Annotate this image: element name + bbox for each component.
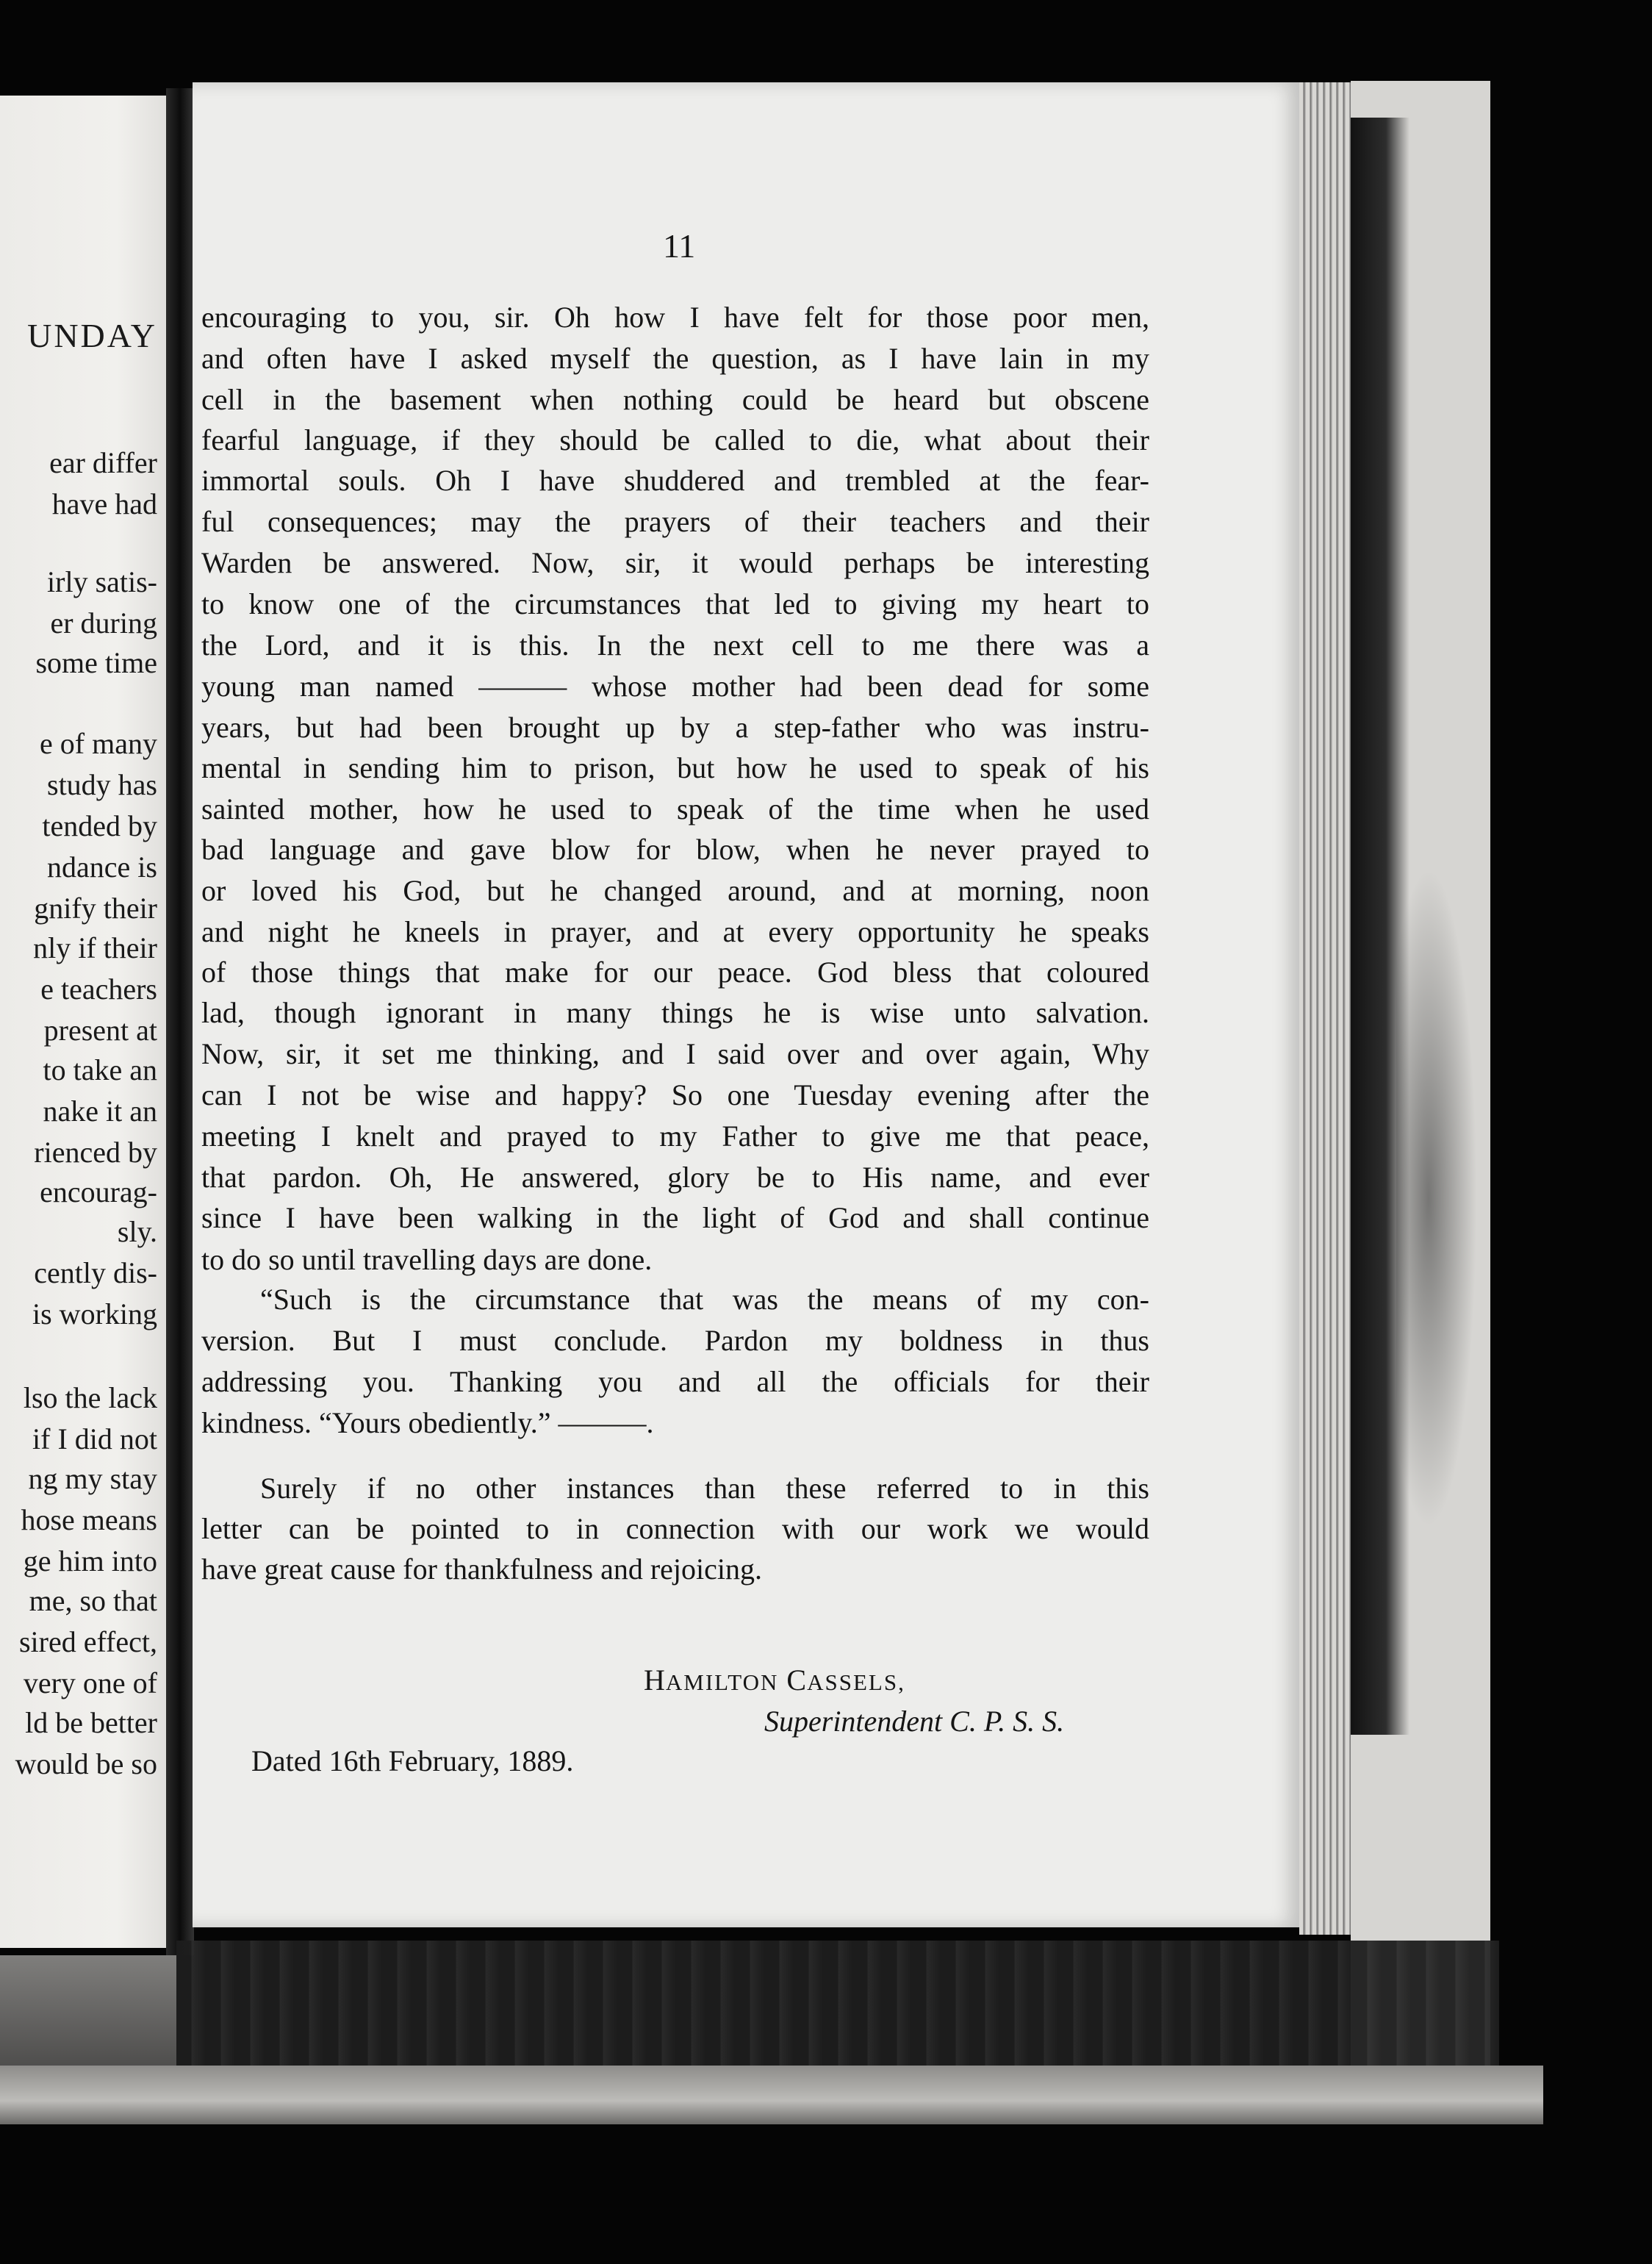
previous-page-heading: UNDAY <box>27 317 157 354</box>
previous-page-line: sired effect, <box>18 1625 157 1658</box>
text-line: or loved his God, but he changed around, and at morning, noon <box>201 874 1149 907</box>
previous-page-line: encourag- <box>40 1175 157 1208</box>
previous-page-line: ld be better <box>25 1706 157 1739</box>
previous-page <box>0 96 168 1948</box>
signature-name <box>644 1663 905 1697</box>
text-line: letter can be pointed to in connection with our work we would <box>201 1512 1149 1545</box>
book-gutter <box>166 88 194 1955</box>
previous-page-line: rienced by <box>34 1136 157 1169</box>
book-cover-bottom <box>0 2066 1543 2124</box>
text-line: Warden be answered. Now, sir, it would perhaps be interesting <box>201 546 1149 579</box>
page-edges <box>1299 82 1351 1935</box>
previous-page-line: study has <box>47 768 157 801</box>
text-line: lad, though ignorant in many things he is wise unto salvation. <box>201 996 1149 1029</box>
text-line: have great cause for thankfulness and rejoicing. <box>201 1552 763 1586</box>
previous-page-line: ndance is <box>47 850 157 884</box>
previous-page-line: to take an <box>43 1053 157 1086</box>
text-line: fearful language, if they should be called to die, what about their <box>201 423 1149 456</box>
previous-page-line: some time <box>35 646 157 679</box>
cover-stain <box>1396 867 1477 1529</box>
text-line: to do so until travelling days are done. <box>201 1243 653 1276</box>
previous-page-line: nly if their <box>33 931 157 964</box>
text-line: Now, sir, it set me thinking, and I said over and over again, Why <box>201 1037 1149 1070</box>
text-line: bad language and gave blow for blow, when he never prayed to <box>201 833 1149 866</box>
previous-page-line: gnify their <box>34 892 157 925</box>
text-line: that pardon. Oh, He answered, glory be to His name, and ever <box>201 1161 1149 1194</box>
page-stack-bottom <box>176 1941 1499 2066</box>
text-line: kindness. “Yours obediently.” ———. <box>201 1406 654 1439</box>
signature-last-name: ASSELS, <box>807 1669 905 1695</box>
text-line: the Lord, and it is this. In the next cell to me there was a <box>201 628 1149 662</box>
previous-page-line: ear differ <box>49 446 157 479</box>
previous-page-line: irly satis- <box>47 565 157 598</box>
previous-page-line: sly. <box>117 1215 157 1248</box>
text-line: cell in the basement when nothing could be heard but obscene <box>201 383 1149 416</box>
book-cover-bottom-left <box>0 1955 176 2073</box>
page-number: 11 <box>663 227 696 265</box>
text-line: since I have been walking in the light of God and shall continue <box>201 1201 1149 1234</box>
previous-page-line: e of many <box>40 727 157 760</box>
previous-page-line: have had <box>51 487 157 520</box>
text-line: mental in sending him to prison, but how he used to speak of his <box>201 751 1149 784</box>
previous-page-line: is working <box>32 1297 157 1330</box>
text-line: Surely if no other instances than these referred to in this <box>260 1472 1149 1505</box>
previous-page-line: tended by <box>42 809 157 842</box>
text-line: and night he kneels in prayer, and at every opportunity he speaks <box>201 915 1149 948</box>
text-line: and often have I asked myself the question, as I have lain in my <box>201 342 1149 375</box>
previous-page-line: would be so <box>15 1747 157 1780</box>
previous-page-line: if I did not <box>32 1422 157 1455</box>
previous-page-line: cently dis- <box>34 1256 157 1289</box>
date-line: Dated 16th February, 1889. <box>251 1744 574 1777</box>
text-line: can I not be wise and happy? So one Tuesday evening after the <box>201 1078 1149 1111</box>
text-line: encouraging to you, sir. Oh how I have felt for those poor men, <box>201 301 1149 334</box>
previous-page-line: hose means <box>21 1503 157 1536</box>
signature-title: Superintendent C. P. S. S. <box>764 1705 1065 1738</box>
previous-page-line: nake it an <box>43 1095 157 1128</box>
text-line: “Such is the circumstance that was the means of my con- <box>260 1283 1149 1316</box>
text-line: immortal souls. Oh I have shuddered and trembled at the fear- <box>201 464 1149 497</box>
text-line: young man named ——— whose mother had been dead for some <box>201 670 1149 703</box>
text-line: to know one of the circumstances that led to giving my heart to <box>201 587 1149 620</box>
previous-page-line: er during <box>50 606 157 640</box>
previous-page-line: very one of <box>23 1666 157 1699</box>
previous-page-line: lso the lack <box>23 1381 157 1414</box>
signature-first-name: AMILTON <box>665 1669 779 1695</box>
text-line: meeting I knelt and prayed to my Father to give me that peace, <box>201 1120 1149 1153</box>
previous-page-line: present at <box>43 1014 157 1047</box>
book-page <box>193 82 1302 1927</box>
signature-initial-last: C <box>786 1663 808 1697</box>
previous-page-line: ng my stay <box>28 1462 157 1495</box>
text-line: sainted mother, how he used to speak of the time when he used <box>201 792 1149 825</box>
text-line: ful consequences; may the prayers of their teachers and their <box>201 505 1149 538</box>
text-line: version. But I must conclude. Pardon my boldness in thus <box>201 1324 1149 1357</box>
signature-initial-first: H <box>644 1663 666 1697</box>
previous-page-line: e teachers <box>40 972 157 1006</box>
text-line: addressing you. Thanking you and all the officials for their <box>201 1365 1149 1398</box>
previous-page-line: me, so that <box>29 1584 157 1617</box>
text-line: years, but had been brought up by a step-father who was instru- <box>201 711 1149 744</box>
previous-page-line: ge him into <box>23 1544 157 1577</box>
text-line: of those things that make for our peace. God bless that coloured <box>201 956 1149 989</box>
